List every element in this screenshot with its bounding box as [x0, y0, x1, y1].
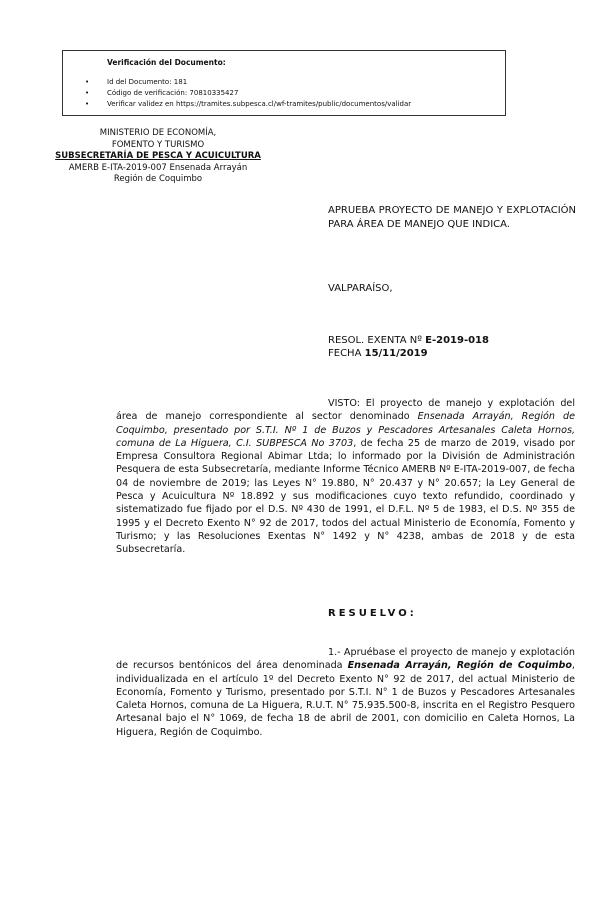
- verification-list: [85, 77, 411, 110]
- verification-item-code: • Código de verificación: 70810335427: [85, 89, 239, 97]
- approval-title: APRUEBA PROYECTO DE MANEJO Y EXPLOTACIÓN PARA ÁREA DE MANEJO QUE INDICA.: [328, 205, 576, 230]
- bullet-icon: •: [85, 100, 90, 108]
- resolution-date: 15/11/2019: [364, 348, 428, 359]
- article-1-paragraph: 1.- Apruébase el proyecto de manejo y explotación de recursos bentónicos del área denominada Ensenada Arrayán, Región de Coquimbo, individualizada en el artículo 1º del Decreto Exento N° 92 de 2017, del actual Ministerio de Economía, Fomento y Turismo, presentado por S.T.I. N° 1 de Buzos y Pescadores Artesanales Caleta Hornos, comuna de La Higuera, R.U.T. N° 75.935.500-8, inscrita en el Registro Pesquero Artesanal bajo el N° 1069, de fecha 18 de abril de 2001, con domicilio en Caleta Hornos, La Higuera, Región de Coquimbo.: [116, 647, 575, 738]
- subsecretaria-title: SUBSECRETARÍA DE PESCA Y ACUICULTURA: [55, 151, 261, 161]
- verification-link[interactable]: https://tramites.subpesca.cl/wf-tramites/public/documentos/validar: [175, 100, 412, 108]
- resuelvo-heading: RESUELVO:: [328, 608, 417, 619]
- verification-item-url: • Verificar validez en https://tramites.subpesca.cl/wf-tramites/public/documentos/validar: [85, 100, 412, 108]
- visto-paragraph: VISTO: El proyecto de manejo y explotación del área de manejo correspondiente al sector denominado Ensenada Arrayán, Región de Coquimbo, presentado por S.T.I. Nº 1 de Buzos y Pescadores Artesanales Caleta Hornos, comuna de La Higuera, C.I. SUBPESCA No 3703, de fecha 25 de marzo de 2019, visado por Empresa Consultora Regional Abimar Ltda; lo informado por la División de Administración Pesquera de esta Subsecretaría, mediante Informe Técnico AMERB Nº E-ITA-2019-007, de fecha 04 de noviembre de 2019; las Leyes N° 19.880, N° 20.437 y N° 20.657; la Ley General de Pesca y Acuicultura Nº 18.892 y sus modificaciones cuyo texto refundido, coordinado y sistematizado fue fijado por el D.S. Nº 430 de 1991, el D.F.L. Nº 5 de 1983, el D.S. Nº 355 de 1995 y el Decreto Exento N° 92 de 2017, todos del actual Ministerio de Economía, Fomento y Turismo; y las Resoluciones Exentas N° 1492 y N° 4238, ambas de 2018 y de esta Subsecretaría.: [116, 398, 575, 556]
- verification-item-id: • Id del Documento: 181: [85, 78, 188, 86]
- resolution-block: RESOL. EXENTA Nº E-2019-018 FECHA 15/11/2019: [328, 335, 489, 359]
- resolution-number: E-2019-018: [425, 335, 489, 346]
- verification-box: [62, 50, 506, 116]
- ministry-header: MINISTERIO DE ECONOMÍA, FOMENTO Y TURISMO SUBSECRETARÍA DE PESCA Y ACUICULTURA AMERB E-ITA-2019-007 Ensenada Arrayán Región de Coquimbo: [28, 128, 288, 186]
- bullet-icon: •: [85, 78, 90, 86]
- city-line: VALPARAÍSO,: [328, 283, 393, 294]
- bullet-icon: •: [85, 89, 90, 97]
- verification-title: Verificación del Documento:: [107, 58, 226, 67]
